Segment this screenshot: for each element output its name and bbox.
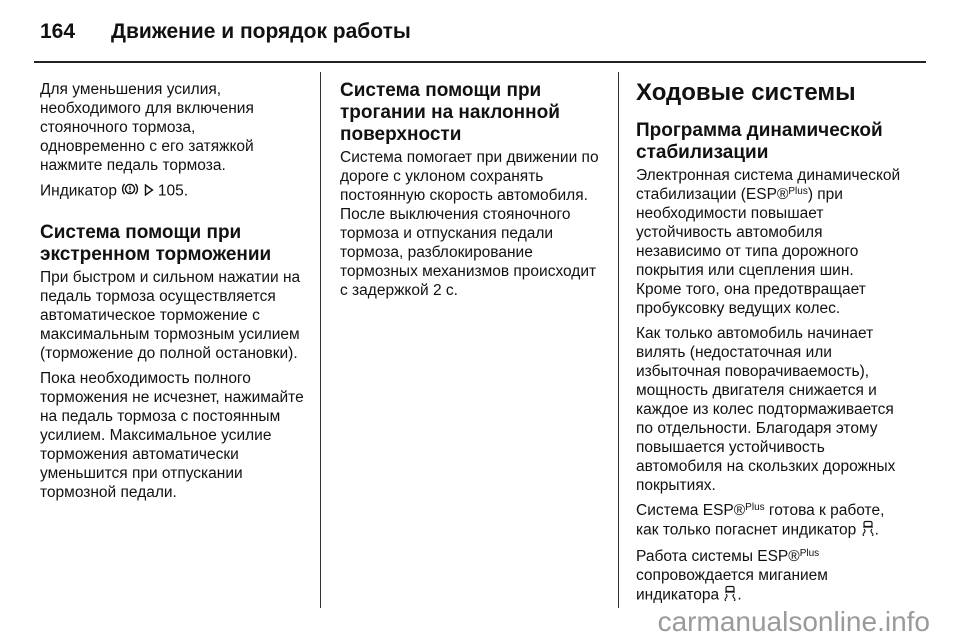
column-left [40, 80, 304, 508]
page-reference-icon [144, 182, 154, 201]
paragraph [636, 547, 902, 606]
brake-warning-icon [121, 181, 139, 202]
esp-skid-icon [861, 520, 875, 541]
page-title: Движение и порядок работы [111, 20, 411, 43]
text-run: готова к работе, как только погаснет индикатор [636, 502, 885, 539]
paragraph [636, 501, 902, 541]
superscript-plus: Plus [745, 502, 765, 513]
paragraph: При быстром и сильном нажатии на педаль тормоза осуществляется автоматическое торможение с максимальным тормозным усилием (торможение до полной остановки). [40, 269, 301, 362]
superscript-plus: Plus [788, 186, 808, 197]
column-divider [320, 72, 321, 608]
column-middle [340, 80, 604, 306]
indicator-line [40, 181, 304, 202]
header-rule [34, 61, 926, 63]
section-title-emergency-brake: Система помощи при экстренном торможении [40, 222, 272, 265]
paragraph: Пока необходимость полного торможения не исчезнет, нажимайте на педаль тормоза с постоянным усилием. Максимальное усилие торможения автоматически уменьшится при отпускании тормозной педали. [40, 370, 304, 501]
text-run: ) при необходимости повышает устойчивость автомобиля независимо от типа дорожного покрытия или сцепления шин. Кроме того, она предотвращает пробуксовку ведущих колес. [636, 186, 866, 317]
watermark: carmanualsonline.info [657, 606, 930, 637]
paragraph: Как только автомобиль начинает вилять (недостаточная или избыточная поворачиваемость), мощность двигателя снижается и каждое из колес подтормаживается по отдельности. Благодаря этому повышается устойчивость автомобиля на скользких дорожных покрытиях. [636, 325, 896, 494]
section-title-hill-start: Система помощи при трогании на наклонной поверхности [340, 80, 560, 145]
esp-skid-icon [723, 585, 737, 606]
intro-paragraph: Для уменьшения усилия, необходимого для включения стояночного тормоза, одновременно с его затяжкой нажмите педаль тормоза. [40, 81, 254, 174]
column-divider [618, 72, 619, 608]
text-run: Работа системы ESP® [636, 548, 800, 565]
superscript-plus: Plus [799, 548, 820, 559]
paragraph: Система помогает при движении по дороге с уклоном сохранять постоянную скорость автомобиля. После выключения стояночного тормоза и отпускания педали тормоза, разблокирование тормозных механизмов происходит с задержкой 2 с. [340, 149, 599, 299]
section-title-esp: Программа динамической стабилизации [636, 120, 883, 163]
text-run: . [874, 521, 879, 539]
text-run: Система ESP® [636, 502, 746, 519]
page-number: 164 [40, 20, 76, 43]
text-run: . [737, 586, 742, 604]
page-header [40, 14, 411, 50]
text-run: Электронная система динамической стабилизации (ESP® [636, 167, 901, 203]
text-run: сопровождается миганием индикатора [636, 567, 828, 604]
indicator-label: Индикатор [40, 182, 117, 200]
paragraph [636, 166, 902, 318]
column-right [636, 80, 902, 612]
indicator-page-ref: 105. [157, 182, 189, 200]
chapter-title: Ходовые системы [636, 79, 856, 106]
